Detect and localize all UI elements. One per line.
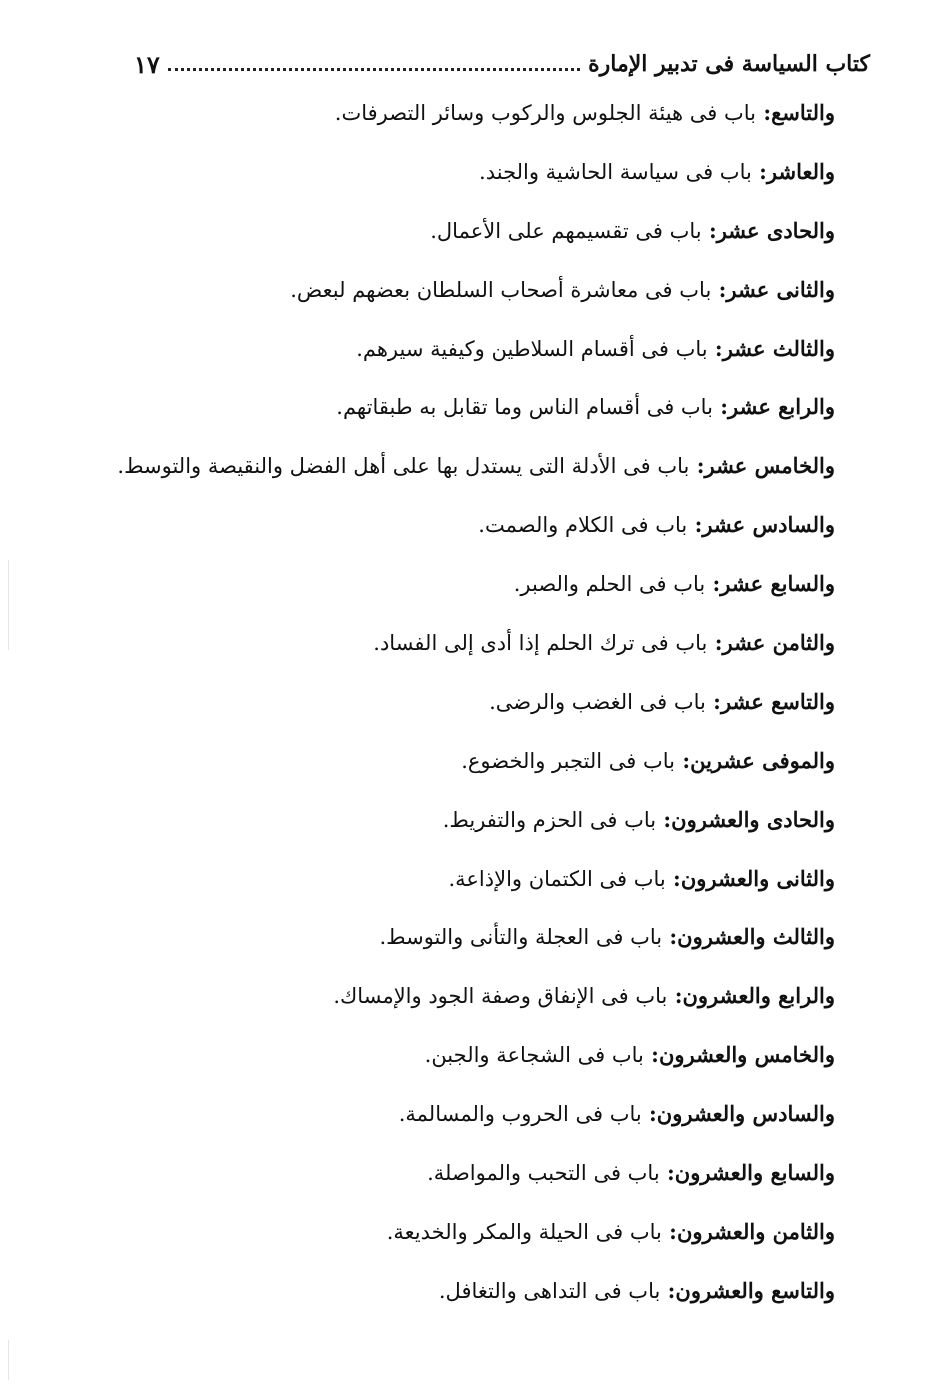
- chapter-ordinal: والسادس والعشرون: [656, 1101, 835, 1127]
- ordinal-separator: :: [707, 335, 723, 361]
- chapter-entry: [100, 496, 835, 555]
- chapter-title: باب فى التداهى والتغافل.: [438, 1278, 661, 1303]
- chapter-entry: [100, 614, 835, 673]
- chapter-title: باب فى هيئة الجلوس والركوب وسائر التصرفات.: [334, 101, 757, 125]
- chapter-entry: [100, 437, 835, 496]
- scan-margin-mark: [8, 1340, 9, 1380]
- chapter-title: باب فى الحيلة والمكر والخديعة.: [386, 1219, 662, 1244]
- chapter-list: [100, 84, 835, 1321]
- chapter-ordinal: والتاسع والعشرون: [675, 1277, 835, 1303]
- chapter-ordinal: والثامن والعشرون: [676, 1218, 835, 1244]
- chapter-title: باب فى الغضب والرضى.: [489, 689, 706, 714]
- page-number: ١٧: [134, 49, 160, 79]
- chapter-title: باب فى الشجاعة والجبن.: [424, 1043, 644, 1068]
- chapter-ordinal: والموفى عشرين: [690, 747, 835, 773]
- chapter-entry: [100, 202, 835, 261]
- chapter-entry: [100, 850, 835, 909]
- chapter-entry: [100, 1262, 835, 1321]
- ordinal-separator: :: [665, 865, 681, 891]
- ordinal-separator: :: [667, 983, 683, 1009]
- chapter-ordinal: والتاسع عشر: [720, 688, 835, 714]
- running-header: [130, 44, 870, 84]
- chapter-ordinal: والحادى عشر: [716, 217, 835, 243]
- chapter-entry: [100, 673, 835, 732]
- ordinal-separator: :: [756, 100, 772, 125]
- ordinal-separator: :: [656, 806, 672, 832]
- running-header-title: كتاب السياسة فى تدبير الإمارة: [588, 51, 870, 77]
- chapter-ordinal: والسادس عشر: [702, 512, 835, 538]
- ordinal-separator: :: [711, 276, 727, 302]
- chapter-ordinal: والعاشر: [766, 158, 835, 184]
- ordinal-separator: :: [641, 1101, 657, 1127]
- chapter-title: باب فى تقسيمهم على الأعمال.: [430, 218, 702, 243]
- chapter-title: باب فى الكتمان والإذاعة.: [448, 866, 666, 891]
- chapter-entry: [100, 908, 835, 967]
- ordinal-separator: :: [707, 630, 723, 656]
- chapter-entry: [100, 84, 835, 143]
- chapter-entry: [100, 143, 835, 202]
- chapter-entry: [100, 378, 835, 437]
- chapter-ordinal: والثالث عشر: [722, 335, 835, 361]
- ordinal-separator: :: [705, 688, 721, 714]
- chapter-ordinal: والسابع عشر: [720, 571, 835, 597]
- ordinal-separator: :: [675, 747, 691, 773]
- ordinal-separator: :: [659, 1160, 675, 1186]
- chapter-ordinal: والثانى والعشرون: [680, 865, 835, 891]
- chapter-title: باب فى التجبر والخضوع.: [461, 748, 676, 773]
- chapter-entry: [100, 1085, 835, 1144]
- chapter-ordinal: والرابع والعشرون: [682, 983, 835, 1009]
- chapter-ordinal: والثالث والعشرون: [677, 924, 835, 950]
- chapter-title: باب فى سياسة الحاشية والجند.: [479, 159, 752, 184]
- chapter-title: باب فى الحلم والصبر.: [513, 572, 706, 597]
- ordinal-separator: :: [689, 453, 705, 479]
- chapter-ordinal: والثانى عشر: [726, 276, 835, 302]
- chapter-title: باب فى معاشرة أصحاب السلطان بعضهم لبعض.: [290, 277, 712, 302]
- chapter-ordinal: والرابع عشر: [728, 394, 835, 420]
- chapter-entry: [100, 967, 835, 1026]
- chapter-ordinal: والثامن عشر: [722, 630, 835, 656]
- chapter-title: باب فى الإنفاق وصفة الجود والإمساك.: [333, 984, 668, 1009]
- chapter-title: باب فى أقسام الناس وما تقابل به طبقاتهم.: [336, 395, 713, 420]
- chapter-title: باب فى ترك الحلم إذا أدى إلى الفساد.: [373, 631, 708, 656]
- chapter-title: باب فى التحبب والمواصلة.: [427, 1161, 660, 1186]
- ordinal-separator: :: [660, 1277, 676, 1303]
- chapter-title: باب فى الحروب والمسالمة.: [398, 1102, 642, 1127]
- ordinal-separator: :: [751, 158, 767, 184]
- chapter-title: باب فى الكلام والصمت.: [478, 513, 688, 538]
- ordinal-separator: :: [643, 1042, 659, 1068]
- chapter-title: باب فى أقسام السلاطين وكيفية سيرهم.: [356, 336, 708, 361]
- chapter-entry: [100, 732, 835, 791]
- ordinal-separator: :: [687, 512, 703, 538]
- ordinal-separator: :: [705, 571, 721, 597]
- dot-leader: [168, 68, 580, 71]
- ordinal-separator: :: [701, 217, 717, 243]
- chapter-entry: [100, 555, 835, 614]
- ordinal-separator: :: [712, 394, 729, 420]
- chapter-entry: [100, 261, 835, 320]
- ordinal-separator: :: [662, 924, 678, 950]
- chapter-title: باب فى الحزم والتفريط.: [442, 807, 657, 832]
- chapter-entry: [100, 1144, 835, 1203]
- chapter-entry: [100, 1203, 835, 1262]
- ordinal-separator: :: [661, 1218, 677, 1244]
- chapter-ordinal: والسابع والعشرون: [674, 1160, 835, 1186]
- chapter-title: باب فى الأدلة التى يستدل بها على أهل الفضل والنقيصة والتوسط.: [117, 454, 690, 479]
- chapter-ordinal: والحادى والعشرون: [671, 806, 835, 832]
- chapter-entry: [100, 320, 835, 379]
- chapter-entry: [100, 791, 835, 850]
- chapter-ordinal: والخامس والعشرون: [658, 1042, 835, 1068]
- chapter-ordinal: والتاسع: [771, 100, 835, 125]
- chapter-ordinal: والخامس عشر: [704, 453, 835, 479]
- chapter-entry: [100, 1026, 835, 1085]
- scan-margin-mark: [8, 560, 9, 650]
- chapter-title: باب فى العجلة والتأنى والتوسط.: [379, 925, 663, 950]
